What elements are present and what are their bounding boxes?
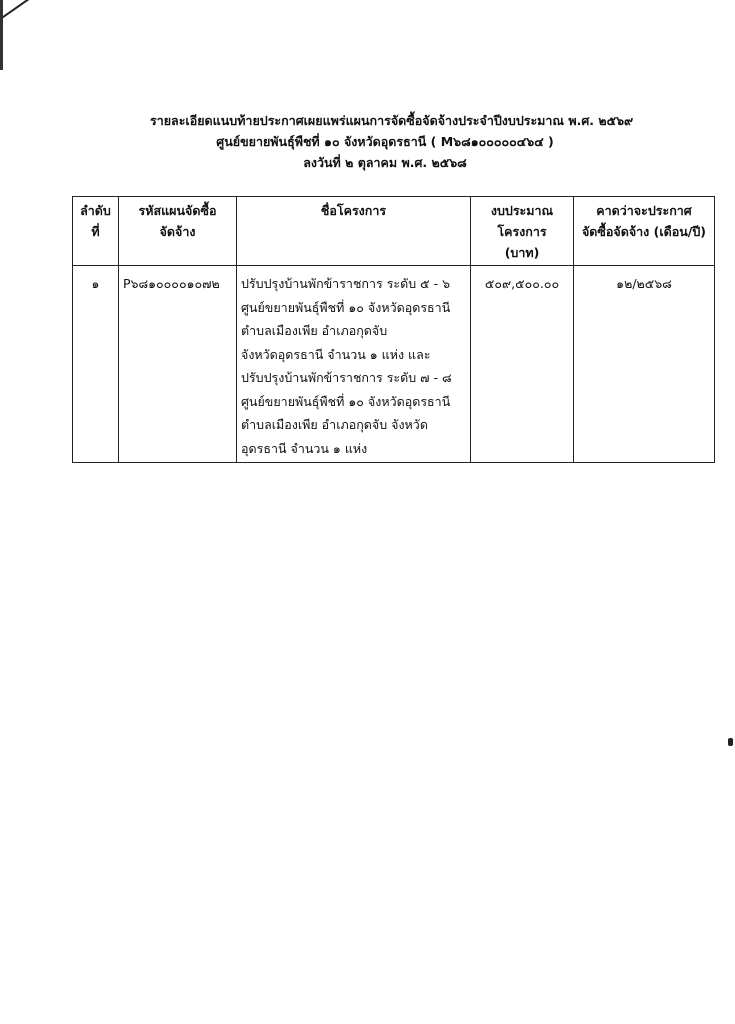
document-date: ลงวันที่ ๒ ตุลาคม พ.ศ. ๒๕๖๘ [303, 155, 467, 170]
scan-corner-mark [0, 0, 60, 80]
cell-no: ๑ [73, 266, 119, 463]
scan-speck [728, 738, 733, 746]
project-name-line: ปรับปรุงบ้านพักข้าราชการ ระดับ ๕ - ๖ [241, 276, 451, 291]
document-title: รายละเอียดแนบท้ายประกาศเผยแพร่แผนการจัดซื้อจัดจ้างประจำปีงบประมาณ พ.ศ. ๒๕๖๙ [150, 113, 634, 128]
header-code-line-1: รหัสแผนจัดซื้อ [138, 203, 217, 218]
header-date-line-1: คาดว่าจะประกาศ [596, 203, 692, 218]
project-name-line: อุดรธานี จำนวน ๑ แห่ง [241, 440, 368, 456]
header-budget-line-1: งบประมาณ [490, 203, 554, 218]
project-name-line: จังหวัดอุดรธานี จำนวน ๑ แห่ง และ [241, 346, 431, 362]
document-header [150, 110, 634, 173]
header-no-line-2: ที่ [91, 224, 100, 239]
header-budget-line-3: (บาท) [504, 245, 540, 260]
project-name-line: ศูนย์ขยายพันธุ์พืชที่ ๑๐ จังหวัดอุดรธานี [241, 393, 451, 409]
header-date-line-2: จัดซื้อจัดจ้าง (เดือน/ปี) [581, 224, 707, 239]
header-code [119, 197, 237, 266]
project-name-line: ตำบลเมืองเพีย อำเภอกุดจับ [241, 323, 388, 338]
project-name-line: ศูนย์ขยายพันธุ์พืชที่ ๑๐ จังหวัดอุดรธานี [241, 299, 451, 315]
header-name-line-1: ชื่อโครงการ [320, 203, 387, 218]
cell-project-name [237, 266, 471, 463]
cell-announce-date: ๑๒/๒๕๖๘ [574, 266, 715, 463]
project-name-line: ตำบลเมืองเพีย อำเภอกุดจับ จังหวัด [241, 417, 428, 432]
header-no [73, 197, 119, 266]
header-code-line-2: จัดจ้าง [159, 224, 196, 239]
document-subtitle-agency: ศูนย์ขยายพันธุ์พืชที่ ๑๐ จังหวัดอุดรธานี ( M๖๘๑๐๐๐๐๐๔๖๔ ) [216, 134, 554, 149]
header-announce-date [574, 197, 715, 266]
project-name-line: ปรับปรุงบ้านพักข้าราชการ ระดับ ๗ - ๘ [241, 370, 452, 385]
table-header-row [73, 197, 715, 266]
header-budget [471, 197, 574, 266]
header-budget-line-2: โครงการ [497, 224, 547, 239]
cell-plan-code: P๖๘๑๐๐๐๐๑๐๗๒ [119, 266, 237, 463]
procurement-plan-table [72, 196, 715, 463]
cell-budget: ๕๐๙,๕๐๐.๐๐ [471, 266, 574, 463]
header-no-line-1: ลำดับ [80, 203, 111, 218]
header-name [237, 197, 471, 266]
table-row [73, 266, 715, 463]
